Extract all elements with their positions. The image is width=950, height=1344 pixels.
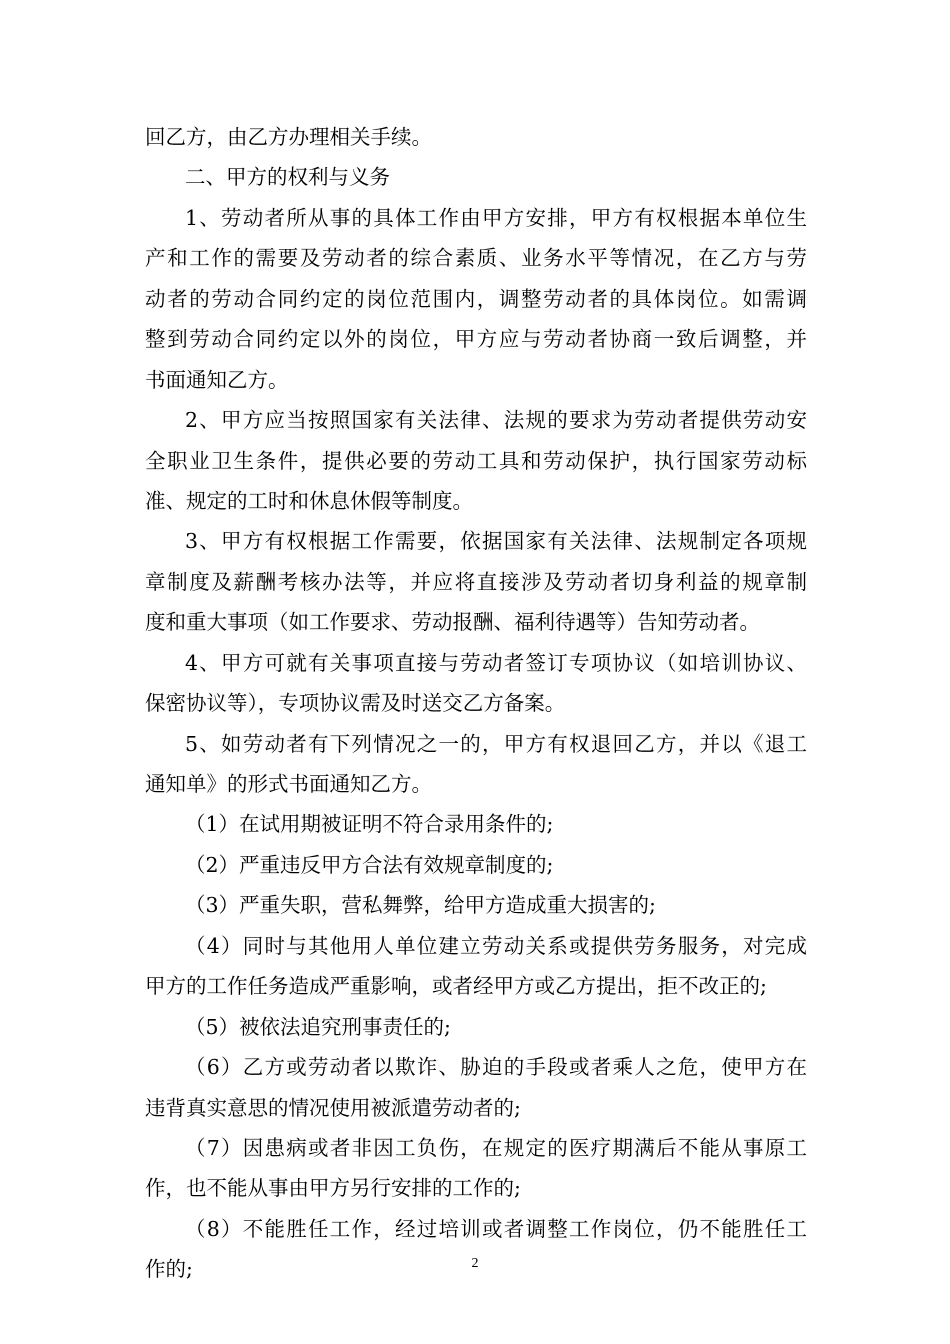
text-line: 4、甲方可就有关事项直接与劳动者签订专项协议（如培训协议、 [185,650,807,675]
text-line: （8）不能胜任工作，经过培训或者调整工作岗位，仍不能胜任工 [185,1216,807,1241]
page-number: 2 [471,1256,479,1271]
text-line: 作，也不能从事由甲方另行安排的工作的; [145,1176,521,1201]
text-line: 作的; [145,1257,193,1282]
text-line: 产和工作的需要及劳动者的综合素质、业务水平等情况，在乙方与劳 [145,246,807,271]
text-line: 1、劳动者所从事的具体工作由甲方安排，甲方有权根据本单位生 [185,205,807,230]
text-line: 章制度及薪酬考核办法等，并应将直接涉及劳动者切身利益的规章制 [145,569,807,594]
paragraph [145,643,807,724]
paragraph [145,1047,807,1128]
text-line: 度和重大事项（如工作要求、劳动报酬、福利待遇等）告知劳动者。 [145,610,760,635]
paragraph [145,521,807,642]
text-line: 动者的劳动合同约定的岗位范围内，调整劳动者的具体岗位。如需调 [145,286,807,311]
text-line: 书面通知乙方。 [145,367,289,392]
paragraph [145,926,807,1007]
paragraph [145,724,807,805]
text-line: （1）在试用期被证明不符合录用条件的; [185,812,554,837]
text-line: 保密协议等），专项协议需及时送交乙方备案。 [145,691,566,716]
paragraph [145,1128,807,1209]
text-line: 全职业卫生条件，提供必要的劳动工具和劳动保护，执行国家劳动标 [145,448,807,473]
text-line: （4）同时与其他用人单位建立劳动关系或提供劳务服务，对完成 [185,933,807,958]
text-line: 2、甲方应当按照国家有关法律、法规的要求为劳动者提供劳动安 [185,408,807,433]
text-line: （5）被依法追究刑事责任的; [185,1014,451,1039]
text-line: 整到劳动合同约定以外的岗位，甲方应与劳动者协商一致后调整，并 [145,327,807,352]
paragraph [145,845,807,885]
text-line: 二、甲方的权利与义务 [185,165,390,190]
text-line: （6）乙方或劳动者以欺诈、胁迫的手段或者乘人之危，使甲方在 [185,1055,807,1080]
text-line: 违背真实意思的情况使用被派遣劳动者的; [145,1095,521,1120]
text-line: （2）严重违反甲方合法有效规章制度的; [185,852,554,877]
paragraph [145,400,807,521]
paragraph [145,198,807,400]
paragraph [145,1007,807,1047]
paragraph [145,157,807,197]
text-line: 回乙方，由乙方办理相关手续。 [145,125,432,149]
paragraph [145,804,807,844]
text-line: 准、规定的工时和休息休假等制度。 [145,488,473,513]
text-line: 通知单》的形式书面通知乙方。 [145,772,432,796]
paragraph [145,117,807,157]
document-body [145,117,807,1290]
paragraph [145,885,807,925]
text-line: 甲方的工作任务造成严重影响，或者经甲方或乙方提出，拒不改正的; [145,974,767,999]
text-line: 3、甲方有权根据工作需要，依据国家有关法律、法规制定各项规 [185,529,807,554]
text-line: （3）严重失职，营私舞弊，给甲方造成重大损害的; [185,893,656,918]
paragraph [145,1209,807,1290]
text-line: 5、如劳动者有下列情况之一的，甲方有权退回乙方，并以《退工 [185,731,807,756]
text-line: （7）因患病或者非因工负伤，在规定的医疗期满后不能从事原工 [185,1135,807,1160]
